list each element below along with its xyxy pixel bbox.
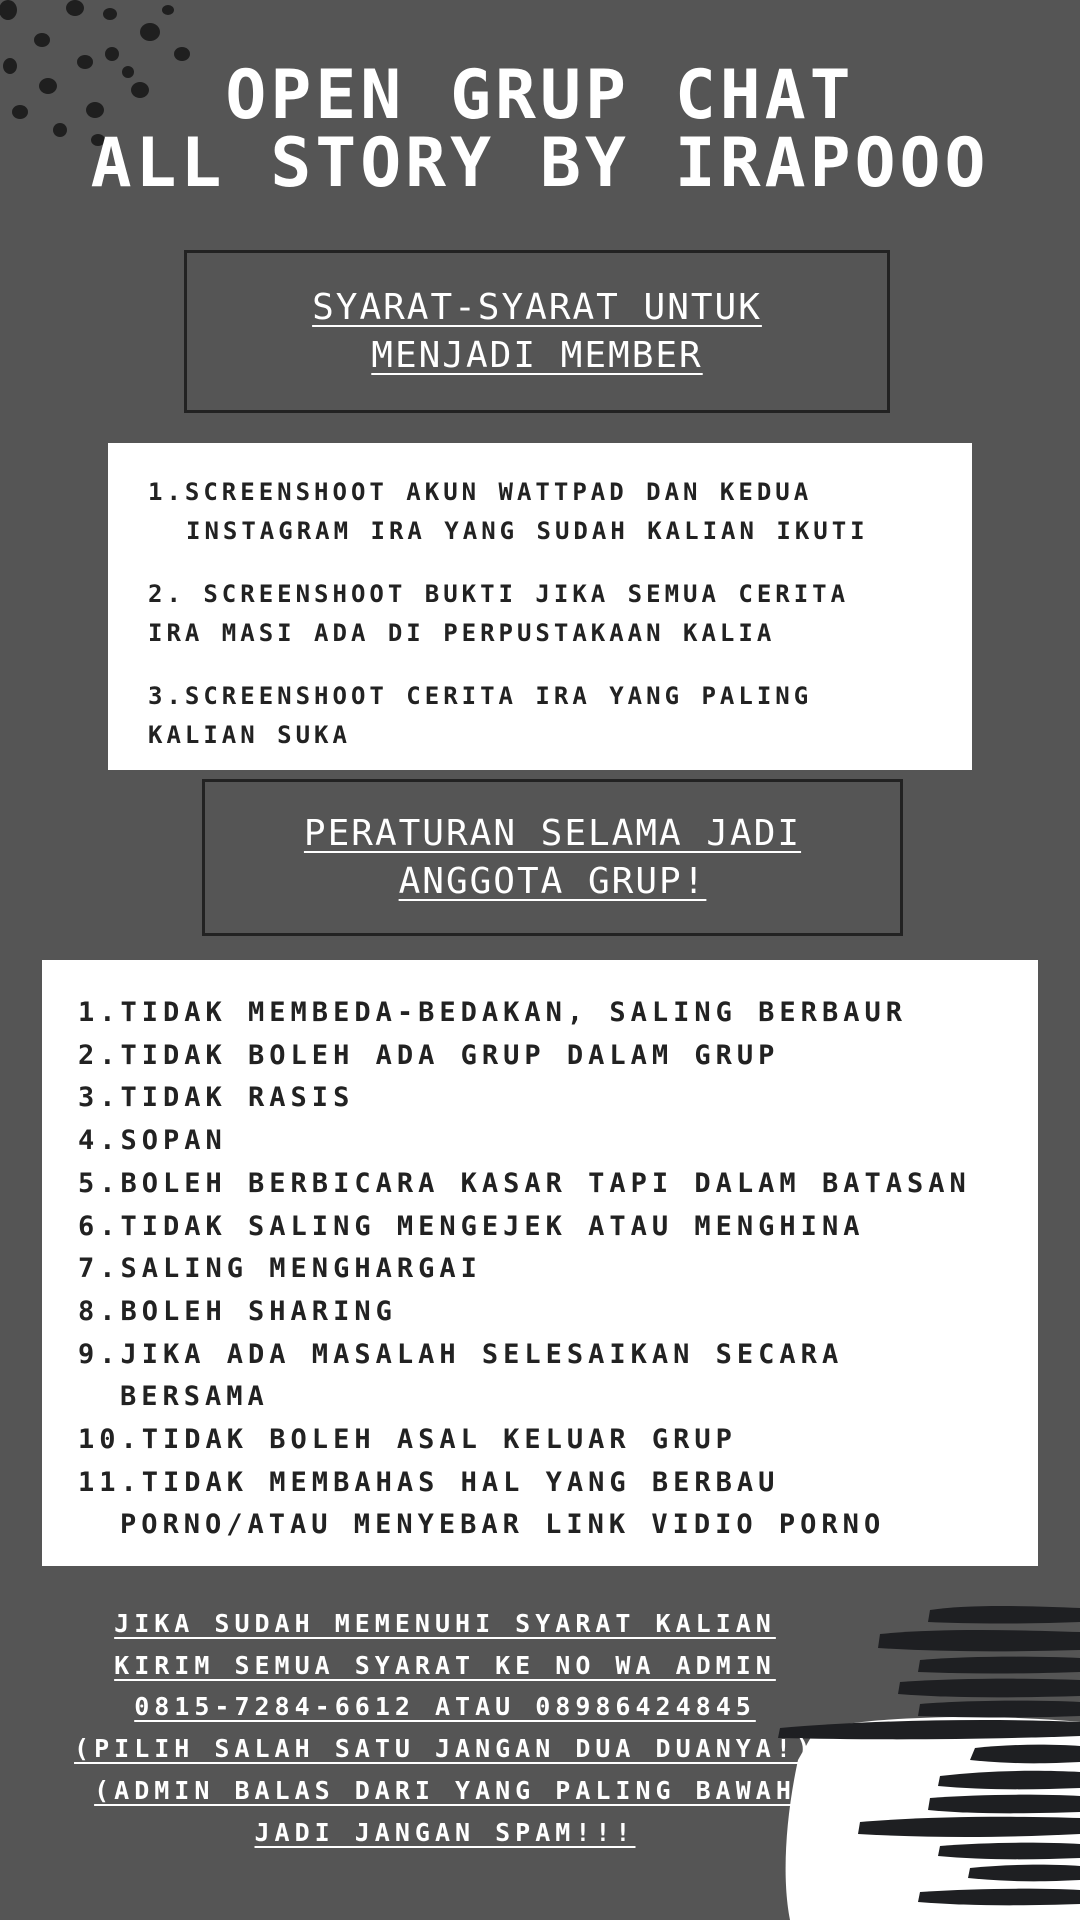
footer-line: JADI JANGAN SPAM!!! — [254, 1817, 636, 1847]
rule-item: 4.SOPAN — [78, 1125, 227, 1157]
rule-item-continuation: PORNO/ATAU MENYEBAR LINK VIDIO PORNO — [120, 1509, 886, 1541]
page-title — [0, 56, 1080, 203]
rule-item: 5.BOLEH BERBICARA KASAR TAPI DALAM BATASAN — [78, 1167, 971, 1199]
requirement-line: 1.SCREENSHOOT AKUN WATTPAD DAN KEDUA — [148, 478, 813, 506]
requirement-line: KALIAN SUKA — [148, 721, 351, 749]
footer-line: (PILIH SALAH SATU JANGAN DUA DUANYA!) — [74, 1734, 816, 1764]
rule-item: 2.TIDAK BOLEH ADA GRUP DALAM GRUP — [78, 1039, 780, 1071]
requirements-heading-line-1: SYARAT-SYARAT UNTUK — [312, 286, 762, 328]
requirement-item — [148, 575, 972, 653]
footer-line: KIRIM SEMUA SYARAT KE NO WA ADMIN — [114, 1650, 776, 1680]
rules-heading — [202, 779, 903, 936]
rule-item: 10.TIDAK BOLEH ASAL KELUAR GRUP — [78, 1424, 737, 1456]
rule-item: 1.TIDAK MEMBEDA-BEDAKAN, SALING BERBAUR — [78, 997, 907, 1028]
requirement-line: 3.SCREENSHOOT CERITA IRA YANG PALING — [148, 682, 813, 710]
rule-item: 3.TIDAK RASIS — [78, 1082, 355, 1114]
rule-item: 6.TIDAK SALING MENGEJEK ATAU MENGHINA — [78, 1210, 865, 1242]
requirement-item — [148, 677, 972, 755]
title-line-2: ALL STORY BY IRAPOOO — [90, 124, 990, 203]
requirement-item — [148, 473, 972, 551]
requirements-heading — [184, 250, 890, 413]
footer-instructions — [40, 1603, 850, 1853]
requirement-line: IRA MASI ADA DI PERPUSTAKAAN KALIA — [148, 619, 776, 647]
rule-item: 7.SALING MENGHARGAI — [78, 1253, 482, 1285]
footer-line: JIKA SUDAH MEMENUHI SYARAT KALIAN — [114, 1609, 776, 1638]
rules-heading-line-1: PERATURAN SELAMA JADI — [303, 812, 802, 854]
rules-panel — [42, 960, 1038, 1566]
footer-line: (ADMIN BALAS DARI YANG PALING BAWAH — [94, 1775, 796, 1805]
rule-item: 9.JIKA ADA MASALAH SELESAIKAN SECARA — [78, 1338, 844, 1370]
title-line-1: OPEN GRUP CHAT — [225, 56, 855, 135]
rule-item-continuation: BERSAMA — [120, 1381, 269, 1413]
rules-heading-line-2: ANGGOTA GRUP! — [398, 860, 707, 902]
requirement-line: INSTAGRAM IRA YANG SUDAH KALIAN IKUTI — [186, 517, 869, 545]
requirement-line: 2. SCREENSHOOT BUKTI JIKA SEMUA CERITA — [148, 580, 850, 608]
footer-line: 0815-7284-6612 ATAU 08986424845 — [134, 1692, 756, 1722]
rule-item: 11.TIDAK MEMBAHAS HAL YANG BERBAU — [78, 1466, 780, 1498]
requirements-heading-line-2: MENJADI MEMBER — [371, 334, 703, 376]
requirements-panel — [108, 443, 972, 770]
rule-item: 8.BOLEH SHARING — [78, 1295, 397, 1327]
